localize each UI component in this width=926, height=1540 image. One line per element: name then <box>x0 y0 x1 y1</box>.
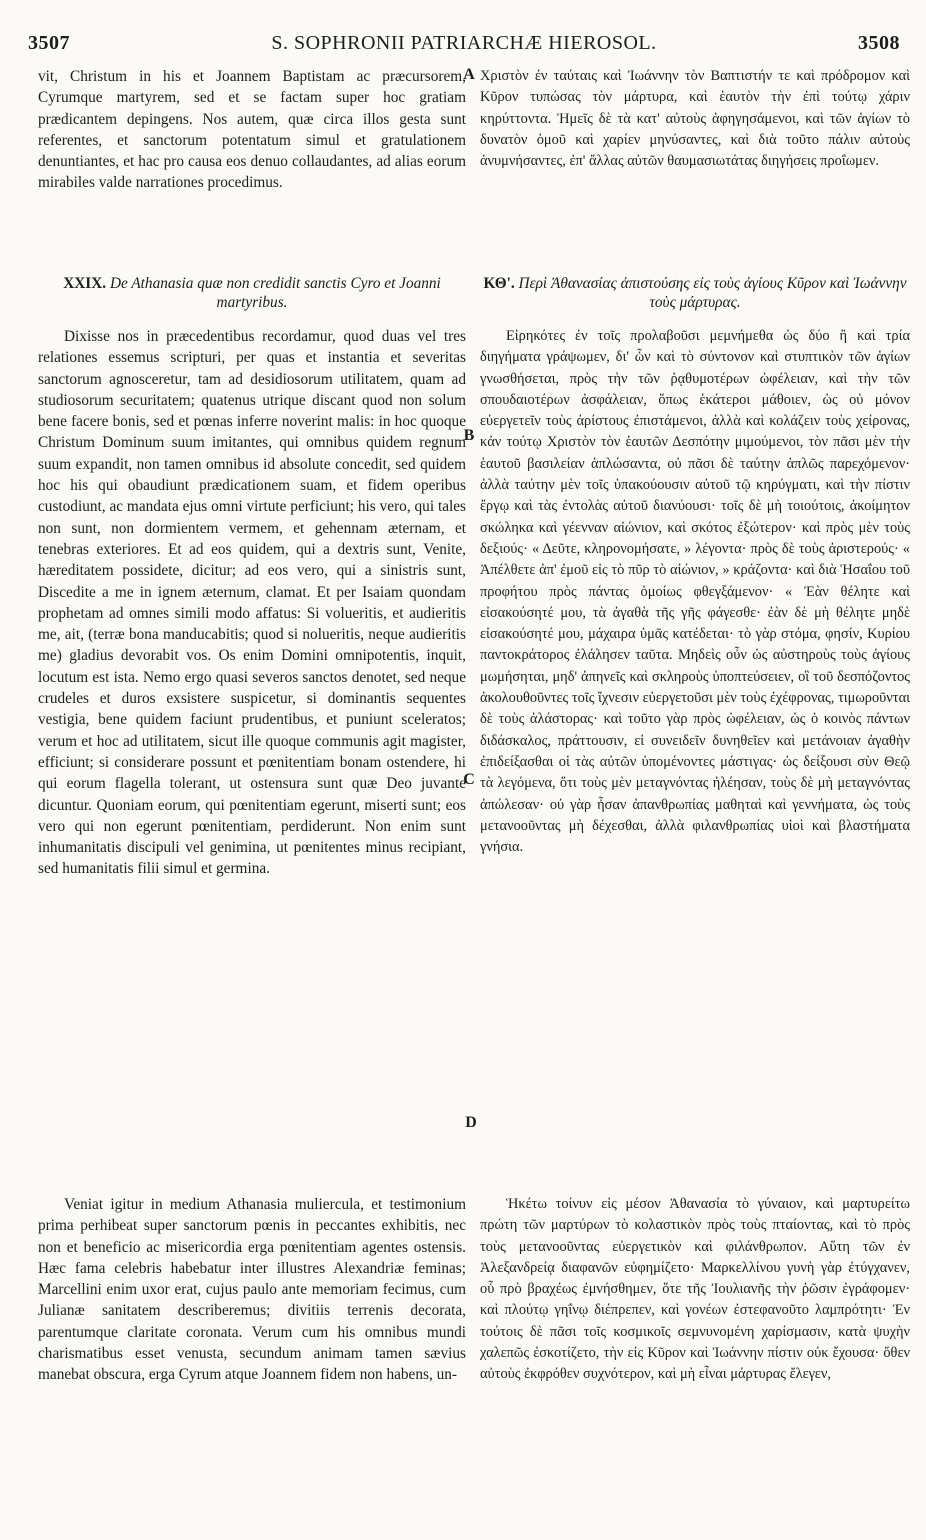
latin-paragraph-2 <box>38 1194 466 1524</box>
greek-intro <box>480 66 910 238</box>
margin-marker-b: B <box>463 427 475 444</box>
latin-chapter-title: De Athanasia quæ non credidit sanctis Cyro et Joanni martyribus. <box>109 275 441 311</box>
latin-paragraph-1 <box>38 326 466 1166</box>
page-number-right: 3508 <box>858 32 900 54</box>
margin-marker-a: A <box>463 66 475 83</box>
margin-marker-d: D <box>465 1114 477 1131</box>
greek-para2-text: Ἡκέτω τοίνυν εἰς μέσον Ἀθανασία τὸ γύναιον, καὶ μαρτυρείτω πρώτη τῶν μαρτύρων τὸ κολαστικὸν πρὸς τοὺς πταίοντας, καὶ τὸ πρὸς τοὺς μετανοοῦντας εὐεργετικὸν καὶ φιλάνθρωπον. Αὕτη τῶν ἐν Ἀλεξανδρείᾳ διαφανῶν εὐφημίζετο· Μαρκελλίνου γυνὴ γὰρ ἐτύγχανεν, οὗ πρὸ βραχέως ἐμνήσθημεν, ὅτε τῆς Ἰουλιανῆς τὴν ῥῶσιν ἐγράφομεν· καὶ πλούτῳ γηΐνῳ διέπρεπεν, καὶ γονέων ἐστεφανοῦτο λαμπρότητι· Ἐν τούτοις δὲ πᾶσι τοῖς κοσμικοῖς σεμνυνομένη χαρίσμασιν, κατὰ ψυχὴν χαλεπῶς ἐσκοτίζετο, τὴν εἰς Κῦρον καὶ Ἰωάννην πίστιν οὐκ ἔχουσα· ὅθεν αὐτοὺς ἐκφρόθεν συχνότερον, καὶ μὴ εἶναι μάρτυρας ἔλεγεν, <box>480 1196 910 1383</box>
latin-para1-text: Dixisse nos in præcedentibus recordamur, quod duas vel tres relationes essemus scripturi, per quas et instantia et severitas sanctorum agnosceretur, tam ad desidiosorum utilitatem, quam ad studiosorum securitatem; quatenus utrique discant quod non solum bene facere bonis, sed et pœnas inferre noverint malis: in hoc quoque Christum Dominum suum imitantes, qui omnibus quidem regnum suum expandit, non tamen omnibus id absolute concedit, sed quidem hoc his qui obaudiunt prædicationem suam, et fidem operibus custodiunt, ac mandata ejus omni virtute perficiunt; his vero, qui tales non sunt, non dormientem vermem, et gehennam æternam, et tenebras exteriores. Et ad eos quidem, qui a dextris sunt, Venite, hæreditatem possidete, dicitur; ad eos vero, qui a sinistris sunt, Discedite a me in ignem æternum, clamat. Et per Isaiam quondam prophetam ad omnes simili modo affatus: Si volueritis, et audieritis me, ait, (terræ bona manducabitis; quod si nolueritis, neque audieritis me) gladius devorabit vos. Os enim Domini omnipotentis, inquit, locutum est ista. Nemo ergo quasi severos sanctos denotet, sed neque crudeles et duros exsistere suspicetur, si dominantis sequentes vestigia, bene quidem faciunt prudentibus, et puniunt sceleratos; verum et hoc ad utilitatem, sicut ille quoque communis agit magister, efficiunt; si considerare possunt et pœnitentiam bonam ostendere, hi qui eorum flagella tolerant, ut ostensura sunt quæ Deo juvante dicuntur. Quoniam eorum, qui pœnitentiam egerunt, miserti sunt; eos vero qui non egerunt pœnitentiam, perdiderunt. Non enim sunt inhumanitatis discipuli vel genimina, ut pœnitentes minus recipiant, sed humanitatis filii simul et germina. <box>38 328 466 878</box>
margin-marker-c: C <box>463 771 475 788</box>
latin-chapter-heading <box>38 274 466 312</box>
page-number-left: 3507 <box>28 32 70 54</box>
latin-para2-text: Veniat igitur in medium Athanasia muliercula, et testimonium prima perhibeat super sanctorum pœnis in peccantes exhibitis, nec non et beneficio ac misericordia erga pœnitentiam agentes ostensis. Hæc fama celebris habebatur inter illustres Alexandriæ feminas; Marcellini enim uxor erat, cujus paulo ante memoriam fecimus, cum Julianæ sanitatem describeremus; divitiis terrenis decorata, parentumque claritate coronata. Verum cum his omnibus mundi charismatibus esset venusta, secundum animam tamen sævius manebat obscura, erga Cyrum atque Joannem fidem non habens, un- <box>38 1196 466 1384</box>
greek-paragraph-2 <box>480 1194 910 1524</box>
latin-intro-text: vit, Christum in his et Joannem Baptistam ac præcursorem, Cyrumque martyrem, sed et se factam super hoc gratiam prædicantem depingens. Nos autem, quæ circa illos gesta sunt referentes, et sanctorum potentatum simul et gratulationem denuntiantes, et hac pro causa eos denuo collaudantes, ad alias eorum mirabiles valde narrationes procedimus. <box>38 68 466 192</box>
greek-intro-text: Χριστὸν ἐν ταύταις καὶ Ἰωάννην τὸν Βαπτιστήν τε καὶ πρόδρομον καὶ Κῦρον τυπώσας τὸν μάρτυρα, καὶ ἑαυτὸν τὴν ἐπὶ τούτῳ χάριν κηρύττοντα. Ἡμεῖς δὲ τὰ κατ' αὐτοὺς ἀφηγησάμενοι, καὶ τῶν ἁγίων τὸ δυνατὸν ὁμοῦ καὶ χαρίεν μηνύσαντες, καὶ διὰ τοῦτο πάλιν αὐτοὺς ἀνυμνήσαντες, ἐπ' ἄλλας αὐτῶν θαυμασιωτάτας διηγήσεις προΐωμεν. <box>480 68 910 170</box>
running-header <box>28 30 900 60</box>
latin-intro <box>38 66 466 238</box>
running-title: S. SOPHRONII PATRIARCHÆ HIEROSOL. <box>271 32 657 54</box>
greek-paragraph-1 <box>480 326 910 1136</box>
greek-chapter-heading <box>480 274 910 312</box>
greek-chapter-number: ΚΘ'. <box>483 275 515 292</box>
latin-chapter-number: XXIX. <box>63 275 107 292</box>
greek-para1-text: Εἰρηκότες ἐν τοῖς προλαβοῦσι μεμνήμεθα ὡς δύο ἢ καὶ τρία διηγήματα γράψωμεν, δι' ὧν καὶ τὸ σύντονον καὶ στυπτικὸν τῶν ἁγίων γνωσθήσεται, πρὸς τὴν τῶν ῥᾳθυμοτέρων ὠφέλειαν, καὶ τὴν τῶν σπουδαιοτέρων ἀσφάλειαν, ὅπως ἑκάτεροι μάθοιεν, ὡς οὐ μόνον εὐεργετεῖν τοὺς ἀρίστους ἐπιστάμενοι, ἀλλὰ καὶ κολάζειν τοὺς χείρονας, κἀν τούτῳ Χριστὸν τὸν ἑαυτῶν Δεσπότην μιμούμενοι, τὸν πᾶσι μὲν τὴν ἑαυτοῦ βασιλείαν ἁπλώσαντα, οὐ πᾶσι δὲ ταύτην ἁπλῶς παρεχόμενον· ἀλλὰ ταύτην μὲν τοῖς ὑπακούουσιν αὐτοῦ τῷ κηρύγματι, καὶ τὴν πίστιν ἔργῳ καὶ τὰς ἐντολὰς αὐτοῦ διανύουσι· τοῖς δὲ μὴ τοιούτοις, ἀκοίμητον σκώληκα καὶ γέενναν αἰώνιον, καὶ σκότος ἐξώτερον· καὶ πρὸς μὲν τοὺς δεξιούς· « Δεῦτε, κληρονομήσατε, » λέγοντα· πρὸς δὲ τοὺς ἀριστερούς· « Ἀπέλθετε ἀπ' ἐμοῦ εἰς τὸ πῦρ τὸ αἰώνιον, » κράζοντα· καὶ διὰ Ἡσαΐου τοῦ προφήτου πρὸς πάντας ὁμοίως φθεγξάμενον· « Ἐὰν θέλητε καὶ εἰσακούσητέ μου, τὰ ἀγαθὰ τῆς γῆς φάγεσθε· ἐὰν δὲ μὴ θέλητε μηδὲ εἰσακούσητέ μου, μάχαιρα ὑμᾶς κατέδεται· τὸ γὰρ στόμα, φησίν, Κυρίου παντοκράτορος ἐλάλησεν ταῦτα. Μηδεὶς οὖν ὡς αὐστηροὺς τοὺς ἁγίους μωμήσηται, μηδ' ἀπηνεῖς καὶ σκληροὺς ὑποπτεύσειεν, οἳ τοῦ δεσπόζοντος ἀκολουθοῦντες τοῖς ἴχνεσιν εὐεργετοῦσι μὲν τοὺς ἐχέφρονας, τιμωροῦνται δὲ τοὺς ἀλάστορας· καὶ τοῦτο γὰρ πρὸς ὠφέλειαν, ὡς ὁ κοινὸς πάντων διδάσκαλος, πράττουσιν, εἰ συνειδεῖν δυνηθεῖεν καὶ μετάνοιαν ἀγαθὴν ἐπιδείξασθαι οἱ τὰς αὐτῶν ὑπομένοντες μάστιγας· ὡς δείξουσι σὺν Θεῷ τὰ λεγόμενα, ὅτι τοὺς μὲν μεταγνόντας ἠλέησαν, τοὺς δὲ μὴ μεταγνόντας ἀπώλεσαν· οὐ γὰρ ἦσαν ἀπανθρωπίας μαθηταὶ καὶ γεννήματα, ὡς τοὺς μετανοοῦντας μὴ δέχεσθαι, ἀλλὰ φιλανθρωπίας υἱοὶ καὶ βλαστήματα γνήσια. <box>480 328 910 856</box>
greek-chapter-title: Περὶ Ἀθανασίας ἀπιστούσης εἰς τοὺς ἁγίους Κῦρον καὶ Ἰωάννην τοὺς μάρτυρας. <box>518 275 907 311</box>
